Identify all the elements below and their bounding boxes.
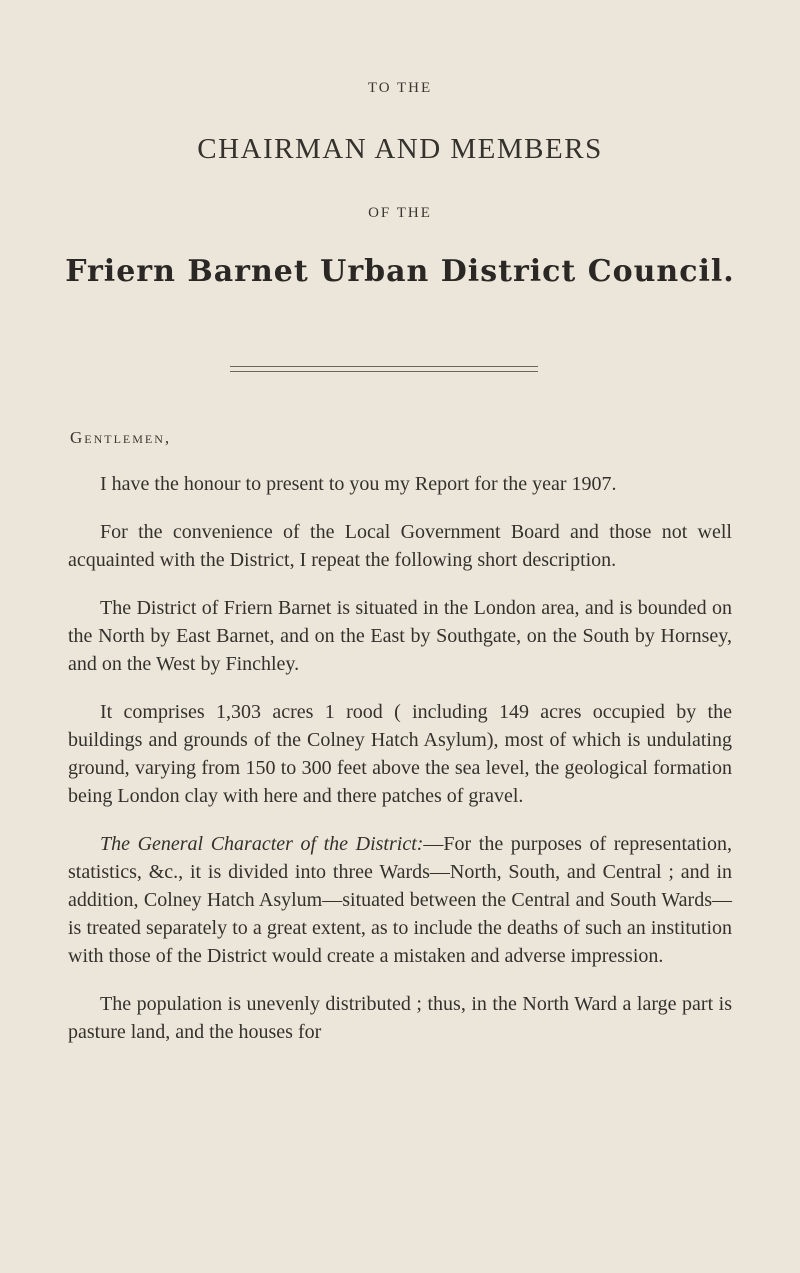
salutation: Gentlemen, — [70, 428, 172, 447]
of-the-heading: OF THE — [368, 205, 432, 221]
paragraph-general-character — [68, 830, 732, 970]
general-character-text: —For the purposes of representation, statistics, &c., it is divided into three Wards—North, South, and Central ; and in addition, Colney Hatch Asylum—situated between the Central and South Wards—is treated separately to a great extent, as to include the deaths of such an institution with those of the District would create a mistaken and adverse impression. — [68, 833, 732, 967]
chairman-members-heading: CHAIRMAN AND MEMBERS — [197, 133, 603, 165]
report-body — [68, 470, 732, 1046]
paragraph-population: The population is unevenly distributed ; thus, in the North Ward a large part is pasture land, and the houses for — [68, 993, 732, 1043]
council-name-heading: Friern Barnet Urban District Council. — [65, 254, 735, 289]
paragraph-convenience: For the convenience of the Local Government Board and those not well acquainted with the District, I repeat the following short description. — [68, 521, 732, 571]
general-character-heading: The General Character of the District: — [100, 833, 424, 855]
paragraph-acreage: It comprises 1,303 acres 1 rood ( including 149 acres occupied by the buildings and grounds of the Colney Hatch Asylum), most of which is undulating ground, varying from 150 to 300 feet above the sea level, the geological formation being London clay with here and there patches of gravel. — [68, 701, 732, 807]
double-rule-divider — [230, 366, 538, 372]
to-the-heading: TO THE — [367, 80, 433, 96]
paragraph-district-boundaries: The District of Friern Barnet is situated in the London area, and is bounded on the North by East Barnet, and on the East by Southgate, on the South by Hornsey, and on the West by Finchley. — [68, 597, 732, 675]
paragraph-report-year: I have the honour to present to you my Report for the year 1907. — [100, 473, 617, 495]
